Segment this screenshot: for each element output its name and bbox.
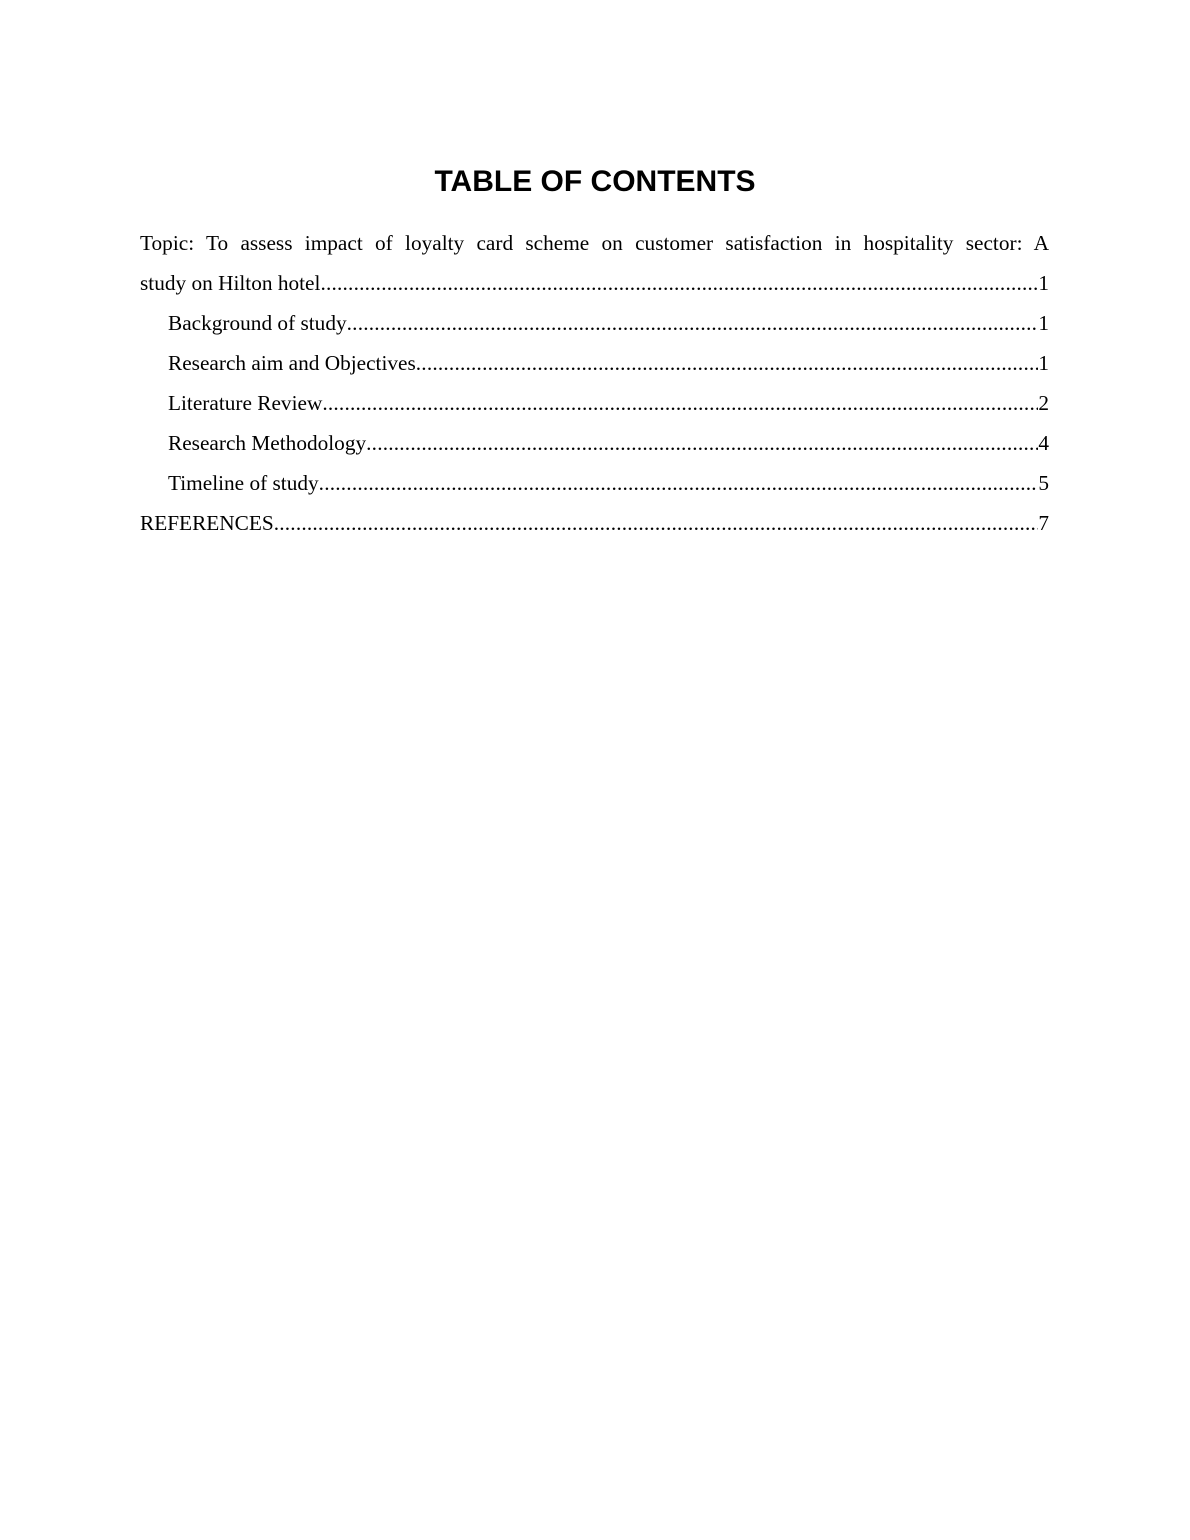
toc-entry-references[interactable] xyxy=(140,503,1049,543)
dot-leader xyxy=(366,423,1038,463)
toc-entry-literature-review[interactable] xyxy=(140,383,1049,423)
toc-entry-label: study on Hilton hotel xyxy=(140,271,321,295)
toc-entry-label: Background of study xyxy=(168,311,347,335)
dot-leader xyxy=(274,503,1039,543)
toc-entry-label: Timeline of study xyxy=(168,471,319,495)
toc-page-number: 1 xyxy=(1038,351,1049,375)
toc-page-number: 1 xyxy=(1038,271,1049,295)
toc-page-number: 7 xyxy=(1038,511,1049,535)
toc-entry-research-methodology[interactable] xyxy=(140,423,1049,463)
toc-page-number: 4 xyxy=(1038,431,1049,455)
toc-entry-label: Research Methodology xyxy=(168,431,367,455)
toc-page-number: 1 xyxy=(1038,311,1049,335)
toc-entry-topic[interactable] xyxy=(140,263,1049,303)
dot-leader xyxy=(347,303,1039,343)
toc-page-number: 2 xyxy=(1038,391,1049,415)
dot-leader xyxy=(320,263,1038,303)
toc-topic-line-1[interactable]: Topic: To assess impact of loyalty card scheme on customer satisfaction in hospitality sector: A xyxy=(140,231,1049,255)
dot-leader xyxy=(322,383,1038,423)
toc-entry-timeline[interactable] xyxy=(140,463,1049,503)
page-title: TABLE OF CONTENTS xyxy=(434,165,756,198)
toc-entry-label: Research aim and Objectives xyxy=(168,351,416,375)
dot-leader xyxy=(416,343,1039,383)
toc-entry-label: Literature Review xyxy=(168,391,323,415)
dot-leader xyxy=(319,463,1039,503)
toc-page-number: 5 xyxy=(1038,471,1049,495)
toc-entry-label: REFERENCES xyxy=(140,511,274,535)
toc-entry-background[interactable] xyxy=(140,303,1049,343)
toc-entry-research-aim[interactable] xyxy=(140,343,1049,383)
table-of-contents xyxy=(140,223,1049,543)
